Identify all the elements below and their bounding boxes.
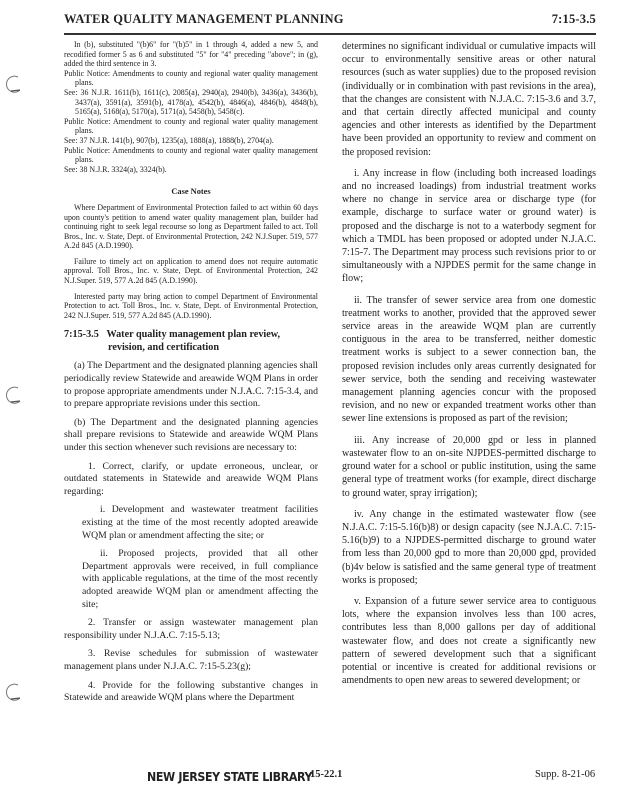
header-rule: [64, 33, 596, 35]
see-citation: See: 37 N.J.R. 141(b), 907(b), 1235(a), 1888(a), 1888(b), 2704(a).: [64, 135, 274, 145]
section-title: Water quality management plan review, revision, and certification: [106, 329, 281, 353]
public-notice: Public Notice: Amendments to county and regional water quality management plans.: [64, 145, 318, 165]
item-4-iii: iii. Any increase of 20,000 gpd or less in planned wastewater flow to an on-site NJPDES-permitted discharge to ground water for a school or public institution, using the same general type of treatment works (for example, direct discharge to ground water, spray irrigation);: [342, 434, 596, 499]
punch-hole-mark: [4, 74, 24, 94]
case-note: Interested party may bring action to compel Department of Environmental Protection to act. Toll Bros., Inc. v. State, Dept. of Environmental Protection, 242 N.J.Super. 519, 577 A.2d 845 (A.D.1990).: [64, 291, 318, 320]
item-4-v: v. Expansion of a future sewer service area to contiguous lots, where the expansion involves less than 100 acres, contributes less than 8,000 gallons per day of additional wastewater flow, and does not create a significantly new pattern of sewered development such that a significant potential or incentive is created for additional revisions or amendments to open new areas to sewered development; or: [342, 595, 596, 687]
item-4-iv: iv. Any change in the estimated wastewater flow (see N.J.A.C. 7:15-5.16(b)8) or design capacity (see N.J.A.C. 7:15-5.16(b)9) to a NJPDES-permitted discharge to ground water from less than 20,000 gpd to more than 20,000 gpd, provided (b)4v below is satisfied and the same general type of treatment works is proposed;: [342, 508, 596, 586]
item-1-i: i. Development and wastewater treatment facilities existing at the time of the most recently adopted areawide WQM plan or amendment affecting the site; or: [82, 504, 318, 541]
paragraph-a: (a) The Department and the designated planning agencies shall periodically review Statewide and areawide WQM Plans in order to propose appropriate amendments under N.J.A.C. 7:15-3.4, and to prepare appropriate revisions under this section.: [64, 360, 318, 410]
section-heading: [64, 329, 318, 354]
right-column: [342, 40, 596, 695]
section-number: 7:15-3.5: [64, 329, 99, 341]
public-notice: Public Notice: Amendment to county and regional water quality management plans.: [64, 116, 318, 136]
case-note: Failure to timely act on application to amend does not require automatic approval. Toll Bros., Inc. v. State, Dept. of Environmental Protection, 242 N.J.Super. 519, 577 A.2d 845 (A.D.1990).: [64, 256, 318, 286]
left-column: [64, 40, 318, 711]
case-notes-heading: Case Notes: [171, 187, 211, 197]
header-section-number: 7:15-3.5: [551, 12, 596, 26]
item-1: 1. Correct, clarify, or update erroneous, unclear, or outdated statements in Statewide and areawide WQM Plans regarding:: [64, 460, 318, 497]
case-note: Where Department of Environmental Protection failed to act within 60 days upon county's petition to amend water quality management plan, builder had continuing right to seek legal recourse so long as Department failed to act. Toll Bros., Inc. v. State, Dept. of Environmental Protection, 242 N.J.Super. 519, 577 A.2d 845 (A.D.1990).: [64, 202, 318, 251]
item-1-ii: ii. Proposed projects, provided that all other Department approvals were received, in full compliance with applicable regulations, at the time of the most recently adopted areawide WQM plan or amendment affecting the site;: [82, 548, 318, 610]
header-title: WATER QUALITY MANAGEMENT PLANNING: [64, 12, 344, 26]
see-citation: See: 38 N.J.R. 3324(a), 3324(b).: [64, 164, 167, 174]
item-4: 4. Provide for the following substantive changes in Statewide and areawide WQM plans where the Department: [64, 679, 318, 704]
public-notice: Public Notice: Amendments to county and regional water quality management plans.: [64, 68, 318, 88]
running-header: [64, 12, 596, 27]
item-2: 2. Transfer or assign wastewater management plan responsibility under N.J.A.C. 7:15-5.13;: [64, 617, 318, 641]
item-3: 3. Revise schedules for submission of wastewater management plans under N.J.A.C. 7:15-5.23(g);: [64, 648, 318, 672]
item-4-i: i. Any increase in flow (including both increased loadings and no increased loadings) from industrial treatment works where no change in service area or discharge type (for example, discharge to surface water or ground water) is proposed and the discharge is not to a waterbody segment for which a TMDL has been proposed or adopted under N.J.A.C. 7:15-7. The Department may process such revisions prior to or simultaneously with a NJPDES permit for the same change in flow;: [342, 167, 596, 285]
see-citation: See: 36 N.J.R. 1611(b), 1611(c), 2085(a), 2940(a), 2940(b), 3436(a), 3436(b), 3437(a), 3591(a), 3591(b), 4178(a), 4542(b), 4846(a), 4846(b), 4848(b), 5165(a), 5168(a), 5170(a), 5171(a), 5458(b), 5458(c).: [64, 87, 318, 117]
paragraph-b: (b) The Department and the designated planning agencies shall prepare revisions to Statewide and areawide WQM Plans under this section whenever such revisions are necessary to:: [64, 416, 318, 453]
item-4-ii: ii. The transfer of sewer service area from one domestic treatment works to another, provided that the approved sewer service areas in the areawide WQM plan are currently contiguous in the area to be transferred, neither domestic treatment works is subject to a sewer connection ban, the proposed revision includes only areas currently designated for sewer service, both the sending and receiving wastewater management planning agencies concur with the proposed revision, and no new or expanded treatment works other than sewer line extensions is proposed as part of the revision;: [342, 294, 596, 425]
history-note: In (b), substituted "(b)6" for "(b)5" in 1 through 4, added a new 5, and recodified former 5 as 6 and substituted "5" for "4" preceding "above"; in (g), added the third sentence in 3.: [64, 40, 318, 69]
supplement-date: Supp. 8-21-06: [535, 769, 596, 780]
punch-hole-mark: [4, 682, 24, 702]
punch-hole-mark: [4, 385, 24, 405]
library-stamp: NEW JERSEY STATE LIBRARY: [147, 770, 313, 784]
page-number: 15-22.1: [310, 769, 343, 780]
continuation-text: determines no significant individual or cumulative impacts will occur to environmentally sensitive areas or other natural resources (such as water supplies) due to the proposed revision (individually or in combination with past revisions in the area), that the changes are consistent with N.J.A.C. 7:15-3.6 and 3.7, and that certain directly affected municipal and county agencies and other interests as identified by the Department have been provided an opportunity to review and comment on the proposed revision:: [342, 41, 596, 158]
